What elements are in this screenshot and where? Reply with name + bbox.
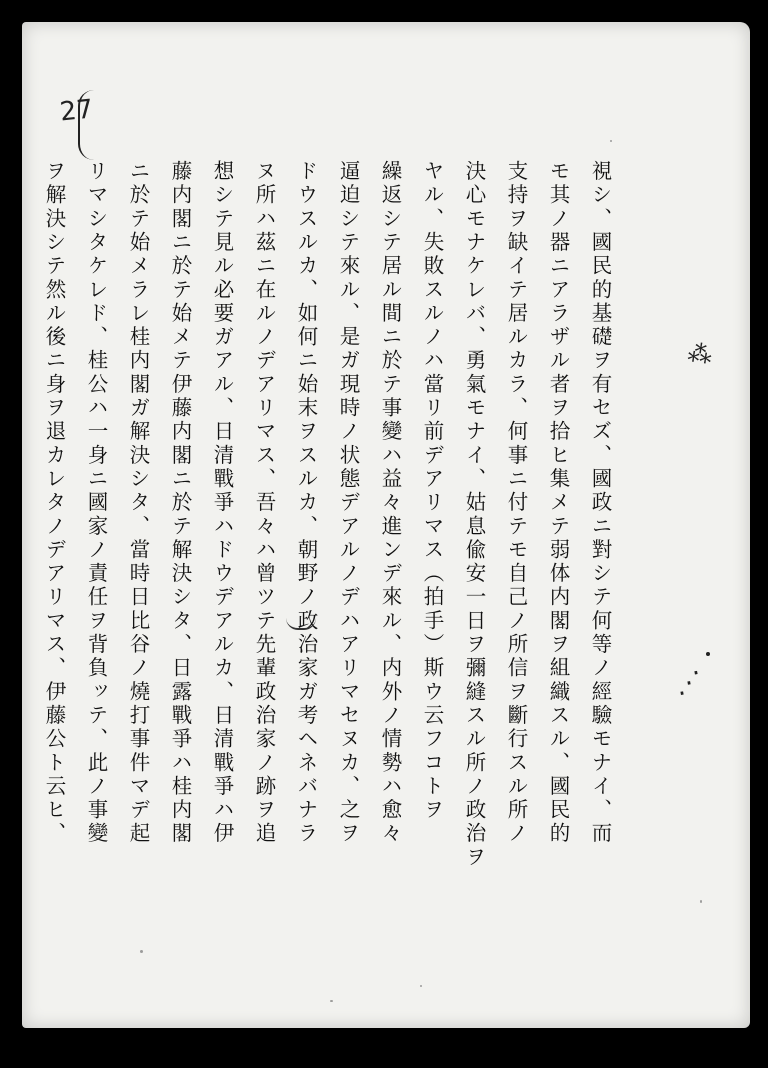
text-column: 決心モナケレバ、勇氣モナイ、姑息偸安一日ヲ彌縫スル所ノ政治ヲ [462, 160, 486, 870]
text-column: 繰返シテ居ル間ニ於テ事變ハ益々進ンデ來ル、内外ノ情勢ハ愈々 [378, 160, 402, 846]
paper-speck [610, 140, 612, 142]
text-column: リマシタケレド、桂公ハ一身ニ國家ノ責任ヲ背負ッテ、此ノ事變 [84, 160, 108, 846]
paper-speck [700, 900, 702, 903]
handwritten-underline [286, 608, 316, 630]
text-column: ドウスルカ、如何ニ始末ヲスルカ、朝野ノ政治家ガ考ヘネバナラ [294, 160, 318, 846]
text-column: 藤内閣ニ於テ始メテ伊藤内閣ニ於テ解決シタ、日露戰爭ハ桂内閣 [168, 160, 192, 846]
page-number-bracket [78, 90, 94, 160]
ink-smudge: ⋰ [673, 665, 705, 701]
ink-smudge: ⁂ [686, 338, 714, 370]
text-column: モ其ノ器ニアラザル者ヲ拾ヒ集メテ弱体内閣ヲ組織スル、國民的 [546, 160, 570, 846]
text-column: 視シ、國民的基礎ヲ有セズ、國政ニ對シテ何等ノ經驗モナイ、而 [588, 160, 612, 846]
ink-dot [706, 652, 710, 656]
text-column: 逼迫シテ來ル、是ガ現時ノ状態デアルノデハアリマセヌカ、之ヲ [336, 160, 360, 846]
text-body [42, 160, 618, 900]
text-column: ヌ所ハ茲ニ在ルノデアリマス、吾々ハ曾ツテ先輩政治家ノ跡ヲ追 [252, 160, 276, 846]
text-column: ヲ解決シテ然ル後ニ身ヲ退カレタノデアリマス、伊藤公ト云ヒ、 [42, 160, 66, 846]
paper-speck [140, 950, 143, 953]
text-column: 支持ヲ缺イテ居ルカラ、何事ニ付テモ自己ノ所信ヲ斷行スル所ノ [504, 160, 528, 846]
paper-speck [330, 1000, 333, 1002]
page-number: 27 [58, 94, 95, 128]
paper-speck [420, 985, 422, 987]
text-column: 想シテ見ル必要ガアル、日清戰爭ハドウデアルカ、日清戰爭ハ伊 [210, 160, 234, 846]
text-column: ヤル、失敗スルノハ當リ前デアリマス（拍手）斯ウ云フコトヲ [420, 160, 444, 823]
text-column: ニ於テ始メラレ桂内閣ガ解決シタ、當時日比谷ノ燒打事件マデ起 [126, 160, 150, 846]
